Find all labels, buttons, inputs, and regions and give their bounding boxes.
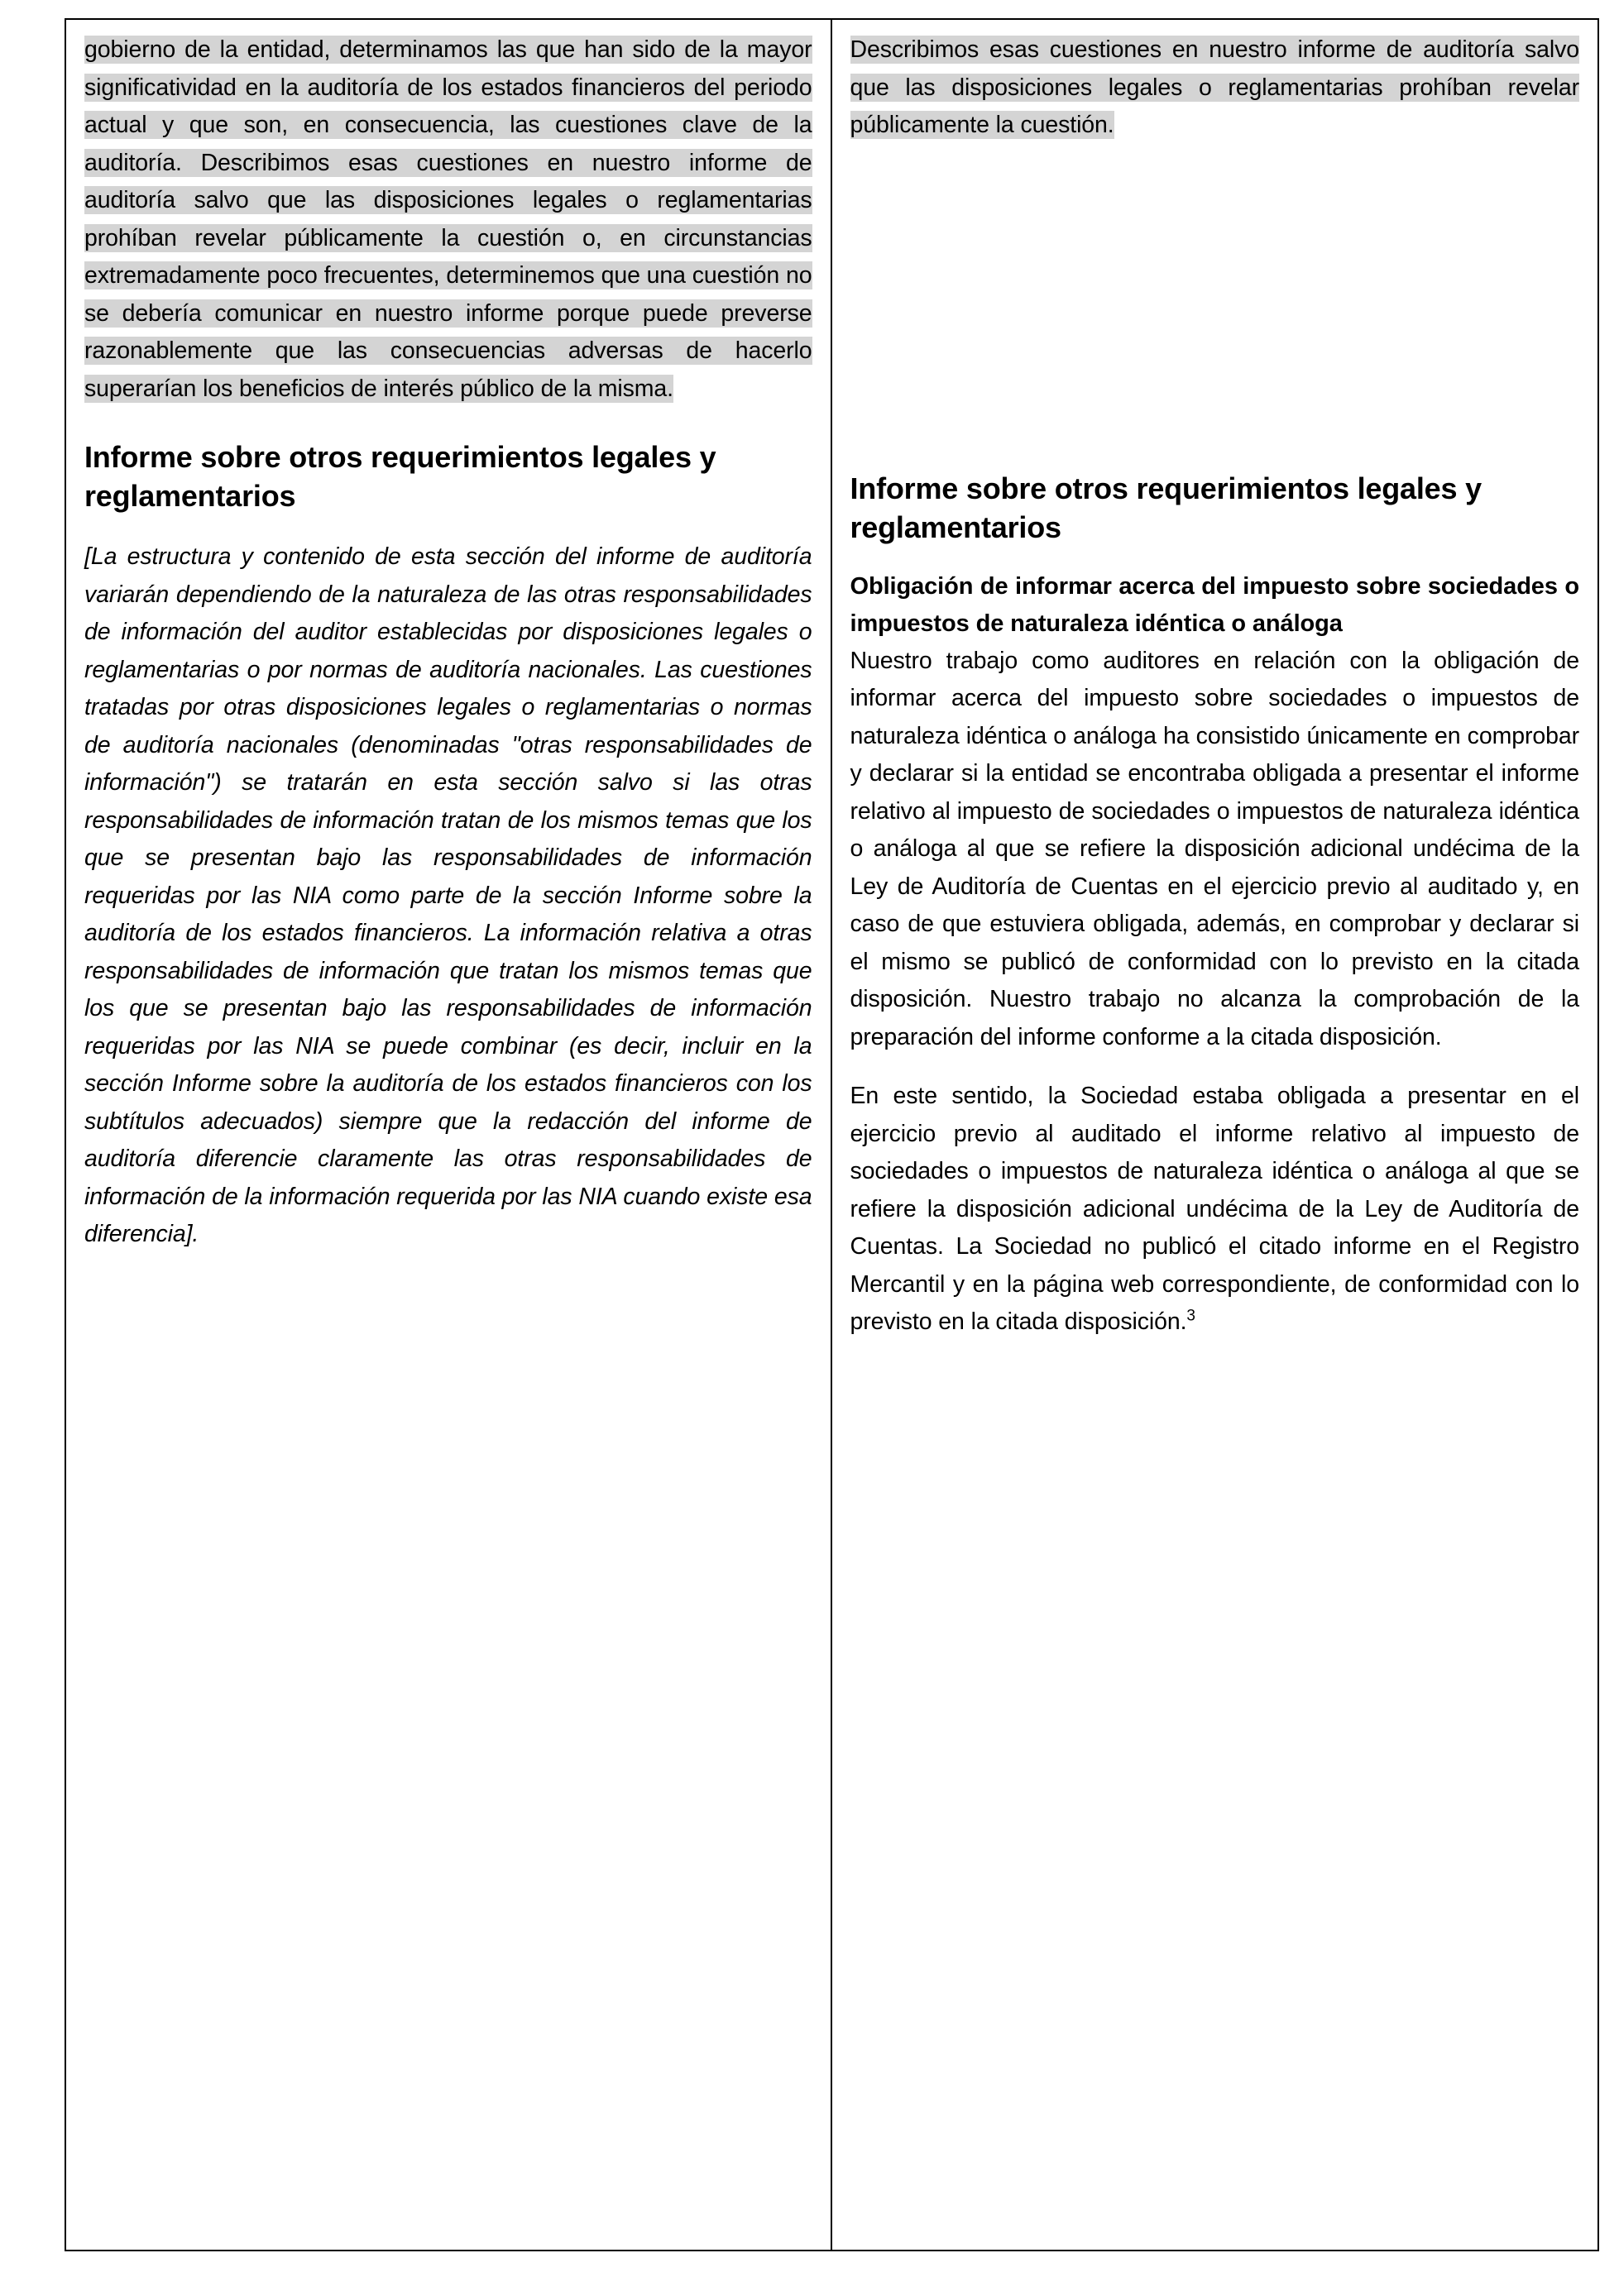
footnote-marker: 3 xyxy=(1186,1307,1195,1325)
right-highlighted-text: Describimos esas cuestiones en nuestro informe de auditoría salvo que las disposiciones legales o reglamentarias prohíban revelar públicamente la cuestión. xyxy=(850,36,1579,138)
left-section-heading: Informe sobre otros requerimientos legales y reglamentarios xyxy=(84,440,716,513)
left-highlighted-text: gobierno de la entidad, determinamos las que han sido de la mayor significatividad en la auditoría de los estados financieros del periodo actual y que son, en consecuencia, las cuestiones clave de la auditoría. Describimos esas cuestiones en nuestro informe de auditoría salvo que las disposiciones legales o reglamentarias prohíban revelar públicamente la cuestión o, en circunstancias extremadamente poco frecuentes, determinemos que una cuestión no se debería comunicar en nuestro informe porque puede preverse razonablemente que las consecuencias adversas de hacerlo superarían los beneficios de interés público de la misma. xyxy=(84,36,812,402)
right-body-paragraph-1: Nuestro trabajo como auditores en relación con la obligación de informar acerca del impuesto sobre sociedades o impuestos de naturaleza idéntica o análoga ha consistido únicamente en comprobar y declarar si la entidad se encontraba obligada a presentar el informe relativo al impuesto de sociedades o impuestos de naturaleza idéntica o análoga al que se refiere la disposición adicional undécima de la Ley de Auditoría de Cuentas en el ejercicio previo al auditado y, en caso de que estuviera obligada, además, en comprobar y declarar si el mismo se publicó de conformidad con lo previsto en la citada disposición. Nuestro trabajo no alcanza la comprobación de la preparación del informe conforme a la citada disposición. xyxy=(850,647,1579,1050)
left-italic-guidance-paragraph: [La estructura y contenido de esta sección del informe de auditoría variarán dependiendo de la naturaleza de las otras responsabilidades de información del auditor establecidas por disposiciones legales o reglamentarias o por normas de auditoría nacionales. Las cuestiones tratadas por otras disposiciones legales o reglamentarias o normas de auditoría nacionales (denominadas "otras responsabilidades de información") se tratarán en esta sección salvo si las otras responsabilidades de información tratan de los mismos temas que los que se presentan bajo las responsabilidades de información requeridas por las NIA como parte de la sección Informe sobre la auditoría de los estados financieros. La información relativa a otras responsabilidades de información que tratan los mismos temas que los que se presentan bajo las responsabilidades de información requeridas por las NIA se puede combinar (es decir, incluir en la sección Informe sobre la auditoría de los estados financieros con los subtítulos adecuados) siempre que la redacción del informe de auditoría diferencie claramente las otras responsabilidades de información de la información requerida por las NIA cuando existe esa diferencia]. xyxy=(84,543,812,1247)
right-section-heading: Informe sobre otros requerimientos legales y reglamentarios xyxy=(850,471,1482,544)
two-column-comparison-table xyxy=(65,18,1599,2251)
left-column-cell xyxy=(66,20,832,2250)
right-highlighted-paragraph xyxy=(850,31,1580,145)
right-body-paragraph-2-text: En este sentido, la Sociedad estaba obligada a presentar en el ejercicio previo al auditado el informe relativo al impuesto de sociedades o impuestos de naturaleza idéntica o análoga al que se refiere la disposición adicional undécima de la Ley de Auditoría de Cuentas. La Sociedad no publicó el citado informe en el Registro Mercantil y en la página web correspondiente, de conformidad con lo previsto en la citada disposición. xyxy=(850,1083,1579,1335)
right-section-subheading: Obligación de informar acerca del impuesto sobre sociedades o impuestos de naturaleza idéntica o análoga xyxy=(850,572,1579,637)
right-column-cell xyxy=(832,20,1598,2250)
left-highlighted-paragraph xyxy=(84,31,812,408)
right-body-paragraph-2 xyxy=(850,1078,1580,1342)
right-column-empty-space xyxy=(850,145,1580,469)
